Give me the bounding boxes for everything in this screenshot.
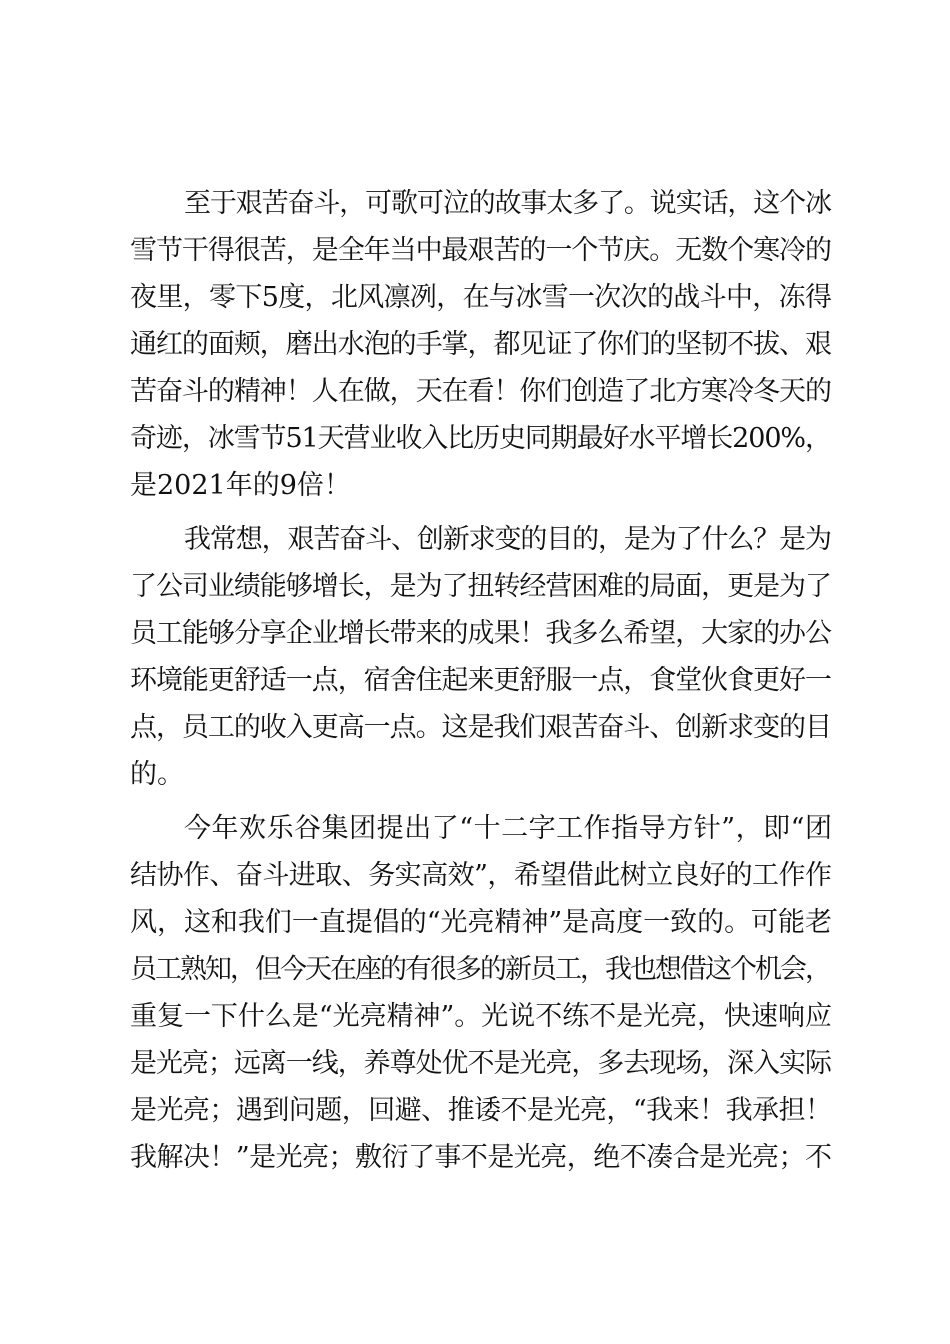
paragraph-2-line-5 — [130, 704, 832, 751]
paragraph-1-line-5 — [130, 368, 832, 415]
text-line: 的。 — [130, 759, 184, 790]
paragraph-1-line-2 — [130, 227, 832, 274]
text-line: 至于艰苦奋斗，可歌可泣的故事太多了。说实话，这个冰 — [184, 188, 831, 219]
paragraph-1-line-3 — [130, 274, 832, 321]
paragraph-1-line-1 — [130, 180, 832, 227]
text-line: 点，员工的收入更高一点。这是我们艰苦奋斗、创新求变的目 — [130, 712, 831, 743]
text-line: 夜里，零下5度，北风凛冽，在与冰雪一次次的战斗中，冻得 — [130, 282, 832, 313]
paragraph-3-line-8 — [130, 1134, 832, 1181]
text-line: 雪节干得很苦，是全年当中最艰苦的一个节庆。无数个寒冷的 — [130, 235, 831, 266]
paragraph-1-line-6 — [130, 415, 832, 462]
text-line: 奇迹，冰雪节51天营业收入比历史同期最好水平增长200%， — [130, 423, 831, 454]
paragraph-1-line-4 — [130, 321, 832, 368]
text-line: 是2021年的9倍！ — [130, 470, 351, 501]
text-line: 是光亮；远离一线，养尊处优不是光亮，多去现场，深入实际 — [130, 1048, 831, 1079]
text-line: 我解决！”是光亮；敷衍了事不是光亮，绝不凑合是光亮；不 — [130, 1142, 832, 1173]
text-line: 我常想，艰苦奋斗、创新求变的目的，是为了什么？是为 — [184, 524, 831, 555]
body-text — [130, 180, 832, 1181]
paragraph-3-line-3 — [130, 899, 832, 946]
text-line: 员工熟知，但今天在座的有很多的新员工，我也想借这个机会， — [130, 954, 830, 985]
paragraph-2-line-2 — [130, 563, 832, 610]
text-line: 重复一下什么是“光亮精神”。光说不练不是光亮，快速响应 — [130, 1001, 832, 1032]
text-line: 员工能够分享企业增长带来的成果！我多么希望，大家的办公 — [130, 618, 831, 649]
paragraph-3-line-4 — [130, 946, 832, 993]
text-line: 了公司业绩能够增长，是为了扭转经营困难的局面，更是为了 — [130, 571, 831, 602]
paragraph-3-line-2 — [130, 852, 832, 899]
paragraph-3-line-1 — [130, 805, 832, 852]
text-line: 今年欢乐谷集团提出了“十二字工作指导方针”，即“团 — [184, 813, 833, 844]
paragraph-3-line-7 — [130, 1087, 832, 1134]
text-line: 通红的面颊，磨出水泡的手掌，都见证了你们的坚韧不拔、艰 — [130, 329, 831, 360]
text-line: 苦奋斗的精神！人在做，天在看！你们创造了北方寒冷冬天的 — [130, 376, 831, 407]
text-line: 结协作、奋斗进取、务实高效”，希望借此树立良好的工作作 — [130, 860, 832, 891]
text-line: 风，这和我们一直提倡的“光亮精神”是高度一致的。可能老 — [130, 907, 832, 938]
text-line: 是光亮；遇到问题，回避、推诿不是光亮，“我来！我承担！ — [130, 1095, 832, 1126]
paragraph-3-line-6 — [130, 1040, 832, 1087]
paragraph-2-line-1 — [130, 516, 832, 563]
paragraph-2-line-3 — [130, 610, 832, 657]
text-line: 环境能更舒适一点，宿舍住起来更舒服一点，食堂伙食更好一 — [130, 665, 831, 696]
paragraph-2-line-6 — [130, 751, 832, 798]
paragraph-3-line-5 — [130, 993, 832, 1040]
paragraph-1-line-7 — [130, 462, 832, 509]
paragraph-2-line-4 — [130, 657, 832, 704]
